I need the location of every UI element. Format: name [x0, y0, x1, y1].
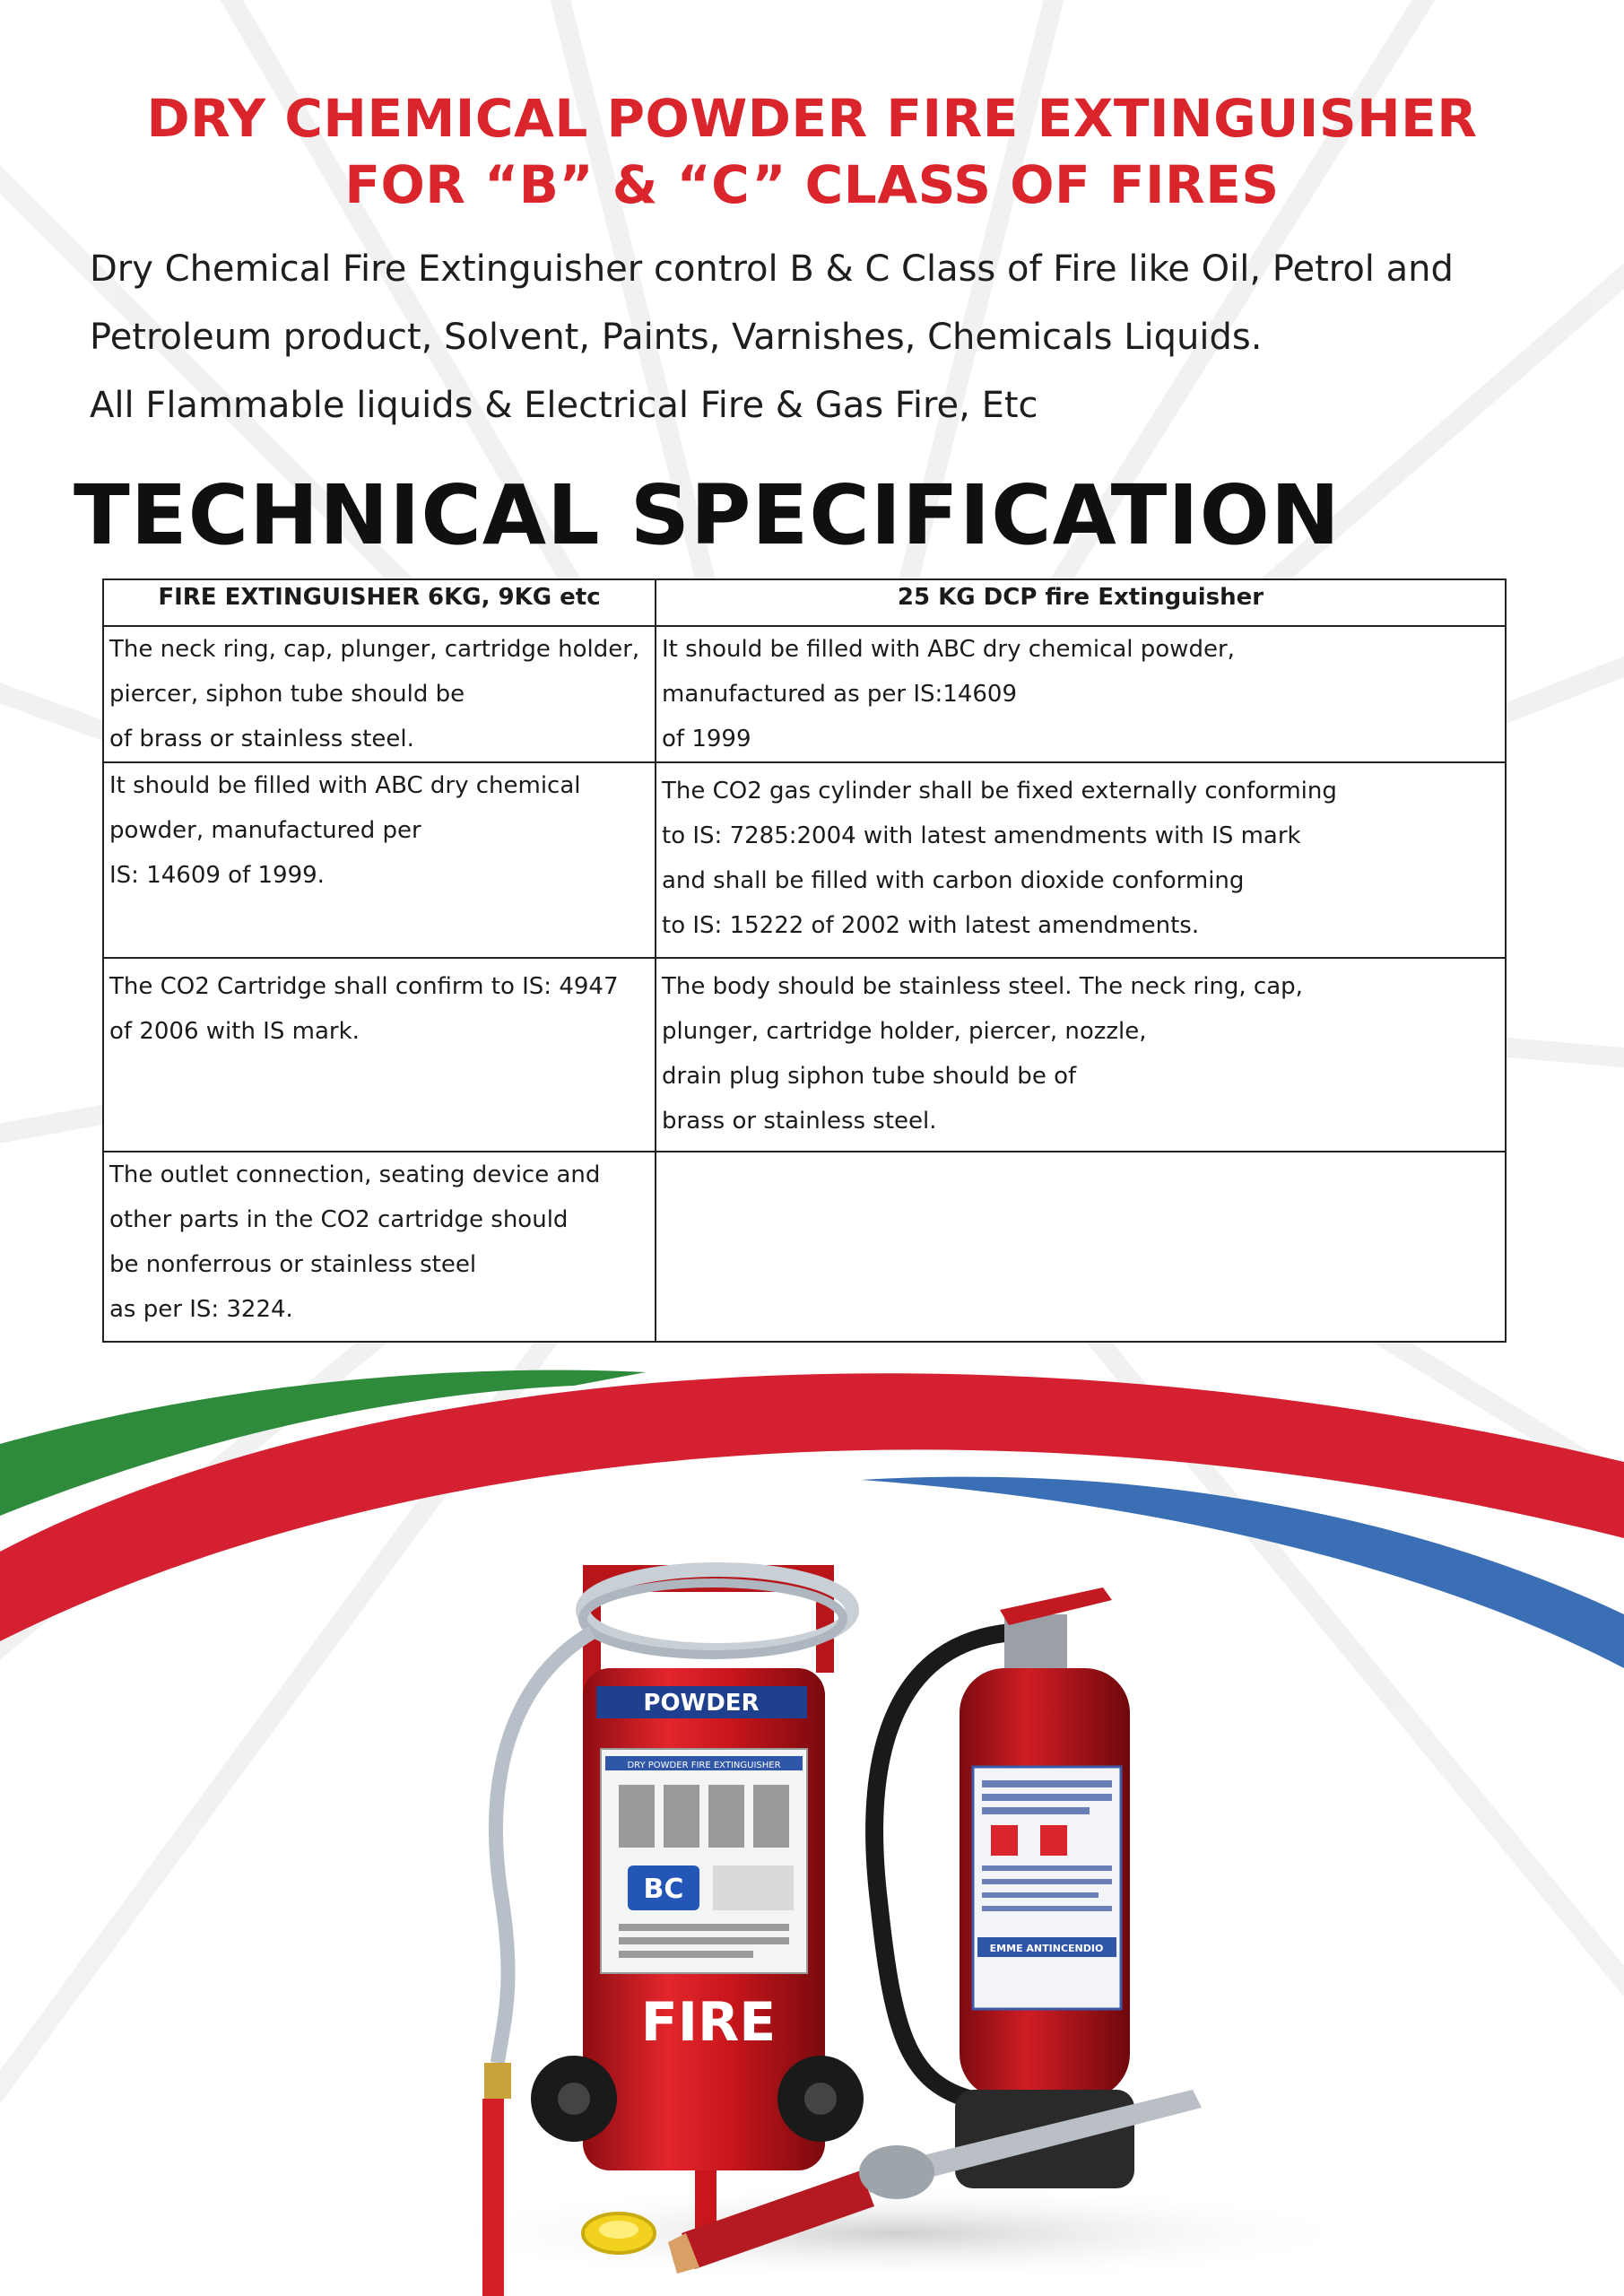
- spec-cell-left: [103, 1152, 656, 1342]
- headline: [0, 85, 1624, 218]
- intro-paragraph: [90, 235, 1560, 439]
- cell-line: plunger, cartridge holder, piercer, nozzle,: [662, 1018, 1147, 1045]
- spec-cell-right: [656, 626, 1506, 762]
- spec-row: [103, 626, 1506, 762]
- spec-header-left: FIRE EXTINGUISHER 6KG, 9KG etc: [103, 579, 656, 626]
- cell-line: powder, manufactured per: [109, 817, 421, 844]
- cell-line: to IS: 7285:2004 with latest amendments with IS mark: [662, 822, 1301, 849]
- spec-title: TECHNICAL SPECIFICATION: [74, 467, 1341, 563]
- cell-line: other parts in the CO2 cartridge should: [109, 1206, 569, 1233]
- cell-line: The outlet connection, seating device and: [109, 1161, 601, 1188]
- cell-line: manufactured as per IS:14609: [662, 681, 1017, 708]
- cell-line: It should be filled with ABC dry chemical powder,: [662, 636, 1235, 663]
- spec-table: [102, 578, 1507, 1343]
- cell-line: be nonferrous or stainless steel: [109, 1251, 477, 1278]
- cell-line: The CO2 gas cylinder shall be fixed externally conforming: [662, 778, 1337, 804]
- spec-cell-left: [103, 626, 656, 762]
- spec-row: [103, 1152, 1506, 1342]
- spec-cell-right: [656, 762, 1506, 958]
- product-illustration: [0, 1525, 1624, 2296]
- portable-label: [973, 1767, 1121, 2009]
- discharge-lance: [482, 2099, 504, 2296]
- intro-line-1: Dry Chemical Fire Extinguisher control B & C Class of Fire like Oil, Petrol and: [90, 248, 1454, 290]
- instruction-panel-title: DRY POWDER FIRE EXTINGUISHER: [627, 1761, 781, 1770]
- cell-line: drain plug siphon tube should be of: [662, 1063, 1077, 1090]
- hose-tube: [496, 1632, 592, 2063]
- portable-extinguisher: [874, 1587, 1134, 2188]
- cell-line: The body should be stainless steel. The neck ring, cap,: [662, 973, 1303, 1000]
- cell-line: and shall be filled with carbon dioxide conforming: [662, 867, 1245, 894]
- cell-line: of 2006 with IS mark.: [109, 1018, 360, 1045]
- cell-line: to IS: 15222 of 2002 with latest amendments.: [662, 912, 1200, 939]
- spec-row: [103, 958, 1506, 1152]
- powder-label-text: POWDER: [643, 1690, 760, 1717]
- intro-line-2: Petroleum product, Solvent, Paints, Varnishes, Chemicals Liquids.: [90, 317, 1263, 358]
- spec-row: [103, 762, 1506, 958]
- cell-line: The CO2 Cartridge shall confirm to IS: 4947: [109, 973, 619, 1000]
- cell-line: piercer, siphon tube should be: [109, 681, 465, 708]
- fire-text: FIRE: [640, 1991, 777, 2054]
- intro-line-3: All Flammable liquids & Electrical Fire & Gas Fire, Etc: [90, 385, 1038, 426]
- cell-line: It should be filled with ABC dry chemical: [109, 772, 581, 799]
- cell-line: as per IS: 3224.: [109, 1296, 293, 1323]
- headline-line-2: FOR “B” & “C” CLASS OF FIRES: [344, 154, 1280, 215]
- spec-table-header-row: [103, 579, 1506, 626]
- cell-line: of 1999: [662, 726, 751, 752]
- spec-header-right: 25 KG DCP fire Extinguisher: [656, 579, 1506, 626]
- headline-line-1: DRY CHEMICAL POWDER FIRE EXTINGUISHER: [146, 88, 1478, 149]
- cell-line: of brass or stainless steel.: [109, 726, 414, 752]
- cell-line: brass or stainless steel.: [662, 1108, 937, 1135]
- spec-cell-right-empty: [656, 1152, 1506, 1342]
- spec-cell-left: [103, 958, 656, 1152]
- spec-cell-right: [656, 958, 1506, 1152]
- hose-valve: [484, 2063, 511, 2099]
- bc-badge-text: BC: [643, 1874, 684, 1905]
- cell-line: The neck ring, cap, plunger, cartridge holder,: [109, 636, 640, 663]
- cell-line: IS: 14609 of 1999.: [109, 862, 325, 889]
- spec-cell-left: [103, 762, 656, 958]
- portable-brand-text: EMME ANTINCENDIO: [989, 1943, 1104, 1954]
